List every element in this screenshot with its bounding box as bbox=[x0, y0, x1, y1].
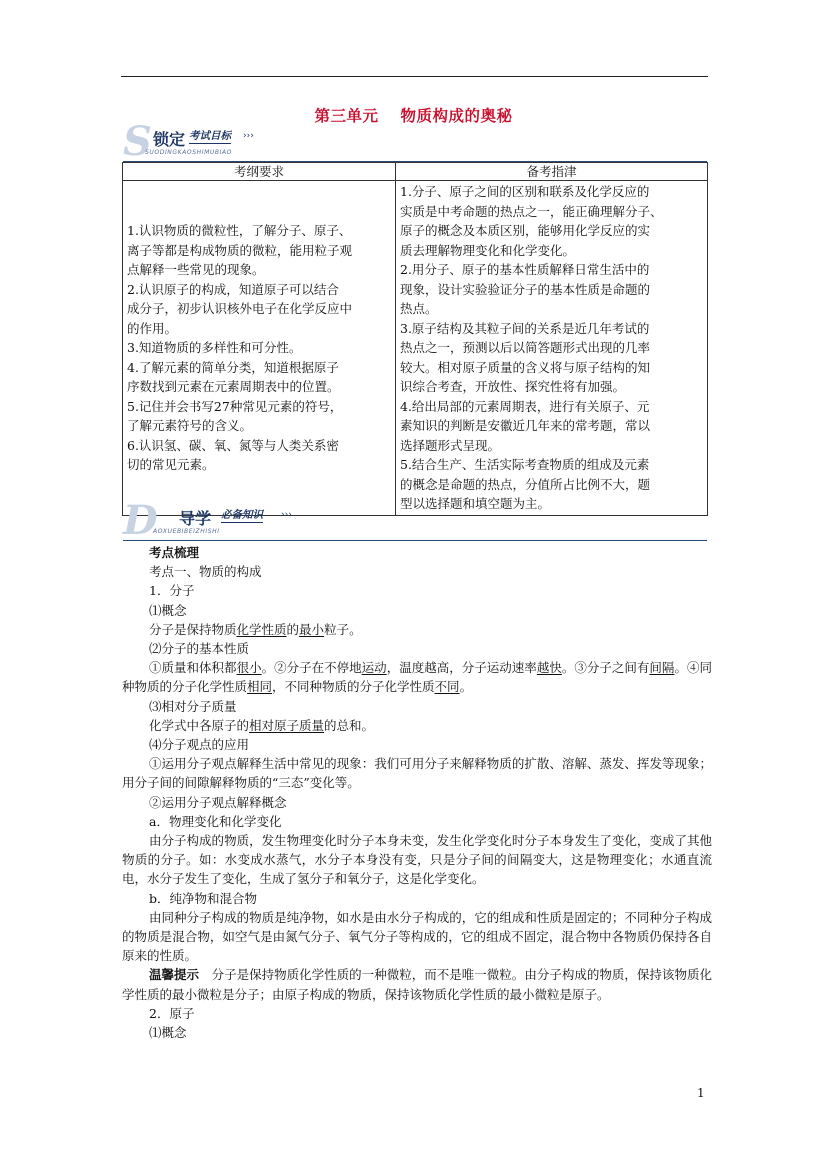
table-header-guidance: 备考指津 bbox=[396, 163, 708, 181]
banner-rule bbox=[123, 540, 707, 541]
requirement-line: 点解释一些常见的现象。 bbox=[127, 262, 265, 277]
requirement-line: 2.认识原子的构成，知道原子可以结合 bbox=[127, 281, 339, 297]
guidance-line: 热点。 bbox=[400, 301, 438, 316]
title-topic: 物质构成的奥秘 bbox=[400, 106, 513, 125]
guidance-line: 较大。相对原子质量的含义将与原子结构的知 bbox=[400, 359, 651, 375]
requirement-line: 4.了解元素的简单分类，知道根据原子 bbox=[127, 359, 339, 375]
guidance-line: 3.原子结构及其粒子间的关系是近几年考试的 bbox=[400, 320, 650, 336]
guidance-line: 实质是中考命题的热点之一，能正确理解分子、 bbox=[400, 203, 663, 219]
guidance-line: 识综合考查，开放性、探究性将有加强。 bbox=[400, 379, 626, 394]
subsection-heading: ⑴概念 bbox=[149, 1025, 187, 1041]
guidance-line: 的概念是命题的热点，分值所占比例不大，题 bbox=[400, 476, 651, 492]
subsection-heading: ⑶相对分子质量 bbox=[149, 698, 237, 714]
subsection-heading: ⑵分子的基本性质 bbox=[149, 641, 250, 657]
relative-mass-definition: 化学式中各原子的相对原子质量的总和。 bbox=[149, 717, 375, 733]
guidance-line: 型以选择题和填空题为主。 bbox=[400, 496, 551, 511]
subsection-heading: ⑷分子观点的应用 bbox=[149, 737, 250, 753]
molecule-properties: ①质量和体积都很小。②分子在不停地运动，温度越高，分子运动速率越快。③分子之间有间隔。④同种物质的分子化学性质相同，不同种物质的分子化学性质不同。 bbox=[122, 660, 712, 695]
requirement-line: 了解元素符号的含义。 bbox=[127, 418, 253, 433]
section-banner-guided-study bbox=[123, 497, 707, 544]
banner-arrow-icon: ››› bbox=[281, 510, 292, 520]
requirement-line: 1.认识物质的微粒性，了解分子、原子、 bbox=[127, 223, 352, 238]
banner-main-label: 锁定 bbox=[153, 130, 186, 149]
banner-initial-letter: D bbox=[123, 497, 158, 544]
requirement-line: 的作用。 bbox=[127, 320, 178, 336]
key-point-heading: 考点一、物质的构成 bbox=[149, 564, 262, 580]
paragraph: 由同种分子构成的物质是纯净物，如水是由水分子构成的，它的组成和性质是固定的；不同种分子构成的物质是混合物，如空气是由氮气分子、氧气分子等构成的，它的组成不固定，混合物中各物质仍保持各自原来的性质。 bbox=[122, 909, 712, 964]
paragraph: ②运用分子观点解释概念 bbox=[149, 794, 287, 810]
topic-heading: b．纯净物和混合物 bbox=[149, 890, 258, 906]
header-rule bbox=[121, 76, 708, 77]
requirement-line: 序数找到元素在元素周期表中的位置。 bbox=[127, 379, 340, 394]
banner-initial-letter: S bbox=[123, 118, 152, 165]
title-unit: 第三单元 bbox=[314, 106, 379, 125]
requirement-line: 3.知道物质的多样性和可分性。 bbox=[127, 340, 302, 355]
guidance-line: 素知识的判断是安徽近几年来的常考题，常以 bbox=[400, 418, 651, 433]
subsection-heading: ⑴概念 bbox=[149, 602, 187, 618]
requirement-line: 5.记住并会书写27种常见元素的符号， bbox=[127, 398, 343, 414]
guidance-cell bbox=[396, 181, 708, 516]
guidance-line: 1.分子、原子之间的区别和联系及化学反应的 bbox=[400, 184, 650, 199]
guidance-line: 4.给出局部的元素周期表，进行有关原子、元 bbox=[400, 398, 650, 414]
banner-sub-label: 考试目标 bbox=[189, 130, 231, 142]
guidance-line: 现象，设计实验验证分子的基本性质是命题的 bbox=[400, 281, 651, 297]
banner-arrow-icon: ››› bbox=[243, 131, 254, 141]
banner-romanization: SUODINGKAOSHIMUBIAO bbox=[145, 149, 232, 156]
section-banner-exam-goals bbox=[123, 118, 707, 165]
paragraph: ①运用分子观点解释生活中常见的现象：我们可用分子来解释物质的扩散、溶解、蒸发、挥发等现象；用分子间的间隙解释物质的“三态”变化等。 bbox=[122, 756, 712, 791]
banner-sub-label: 必备知识 bbox=[221, 509, 263, 521]
paragraph: 由分子构成的物质，发生物理变化时分子本身未变，发生化学变化时分子本身发生了变化，变成了其他物质的分子。如：水变成水蒸气，水分子本身没有变，只是分子间的间隔变大，这是物理变化；水通直流电，水分子发生了变化，生成了氢分子和氧分子，这是化学变化。 bbox=[122, 833, 712, 887]
tip-text: 分子是保持物质化学性质的一种微粒，而不是唯一微粒。由分子构成的物质，保持该物质化学性质的最小微粒是分子；由原子构成的物质，保持该物质化学性质的最小微粒是原子。 bbox=[122, 967, 712, 1002]
notes-heading: 考点梳理 bbox=[149, 545, 200, 560]
study-notes bbox=[122, 543, 712, 1042]
page-number: 1 bbox=[697, 1086, 705, 1100]
guidance-line: 热点之一，预测以后以简答题形式出现的几率 bbox=[400, 340, 651, 355]
requirement-line: 6.认识氢、碳、氧、氮等与人类关系密 bbox=[127, 437, 339, 453]
molecule-definition: 分子是保持物质化学性质的最小粒子。 bbox=[149, 621, 362, 637]
tip-label: 温馨提示 bbox=[149, 967, 200, 983]
section-heading: 2．原子 bbox=[149, 1005, 195, 1021]
guidance-line: 质去理解物理变化和化学变化。 bbox=[400, 242, 576, 258]
requirement-line: 成分子，初步认识核外电子在化学反应中 bbox=[127, 301, 353, 316]
section-heading: 1．分子 bbox=[149, 583, 195, 599]
table-header-requirements: 考纲要求 bbox=[123, 163, 396, 181]
guidance-line: 5.结合生产、生活实际考查物质的组成及元素 bbox=[400, 457, 650, 472]
guidance-line: 选择题形式呈现。 bbox=[400, 437, 501, 453]
requirement-line: 切的常见元素。 bbox=[127, 457, 215, 472]
guidance-line: 2.用分子、原子的基本性质解释日常生活中的 bbox=[400, 262, 650, 277]
banner-romanization: AOXUEBIBEIZHISHI bbox=[153, 528, 220, 535]
requirements-table bbox=[122, 162, 708, 516]
requirements-cell bbox=[123, 181, 396, 516]
topic-heading: a．物理变化和化学变化 bbox=[149, 813, 282, 829]
banner-main-label: 导学 bbox=[179, 509, 212, 528]
guidance-line: 原子的概念及本质区别，能够用化学反应的实 bbox=[400, 223, 651, 238]
requirement-line: 离子等都是构成物质的微粒，能用粒子观 bbox=[127, 242, 353, 258]
tip-paragraph bbox=[122, 965, 712, 1003]
